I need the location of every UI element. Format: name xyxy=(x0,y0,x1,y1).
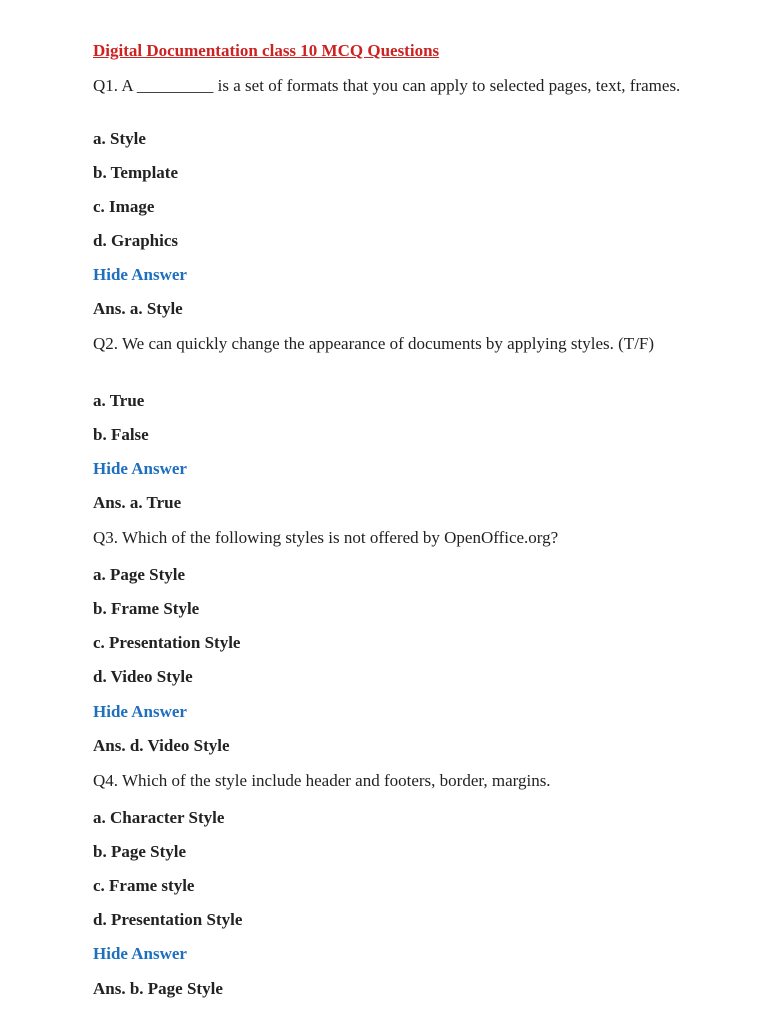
question-3-option-d: d. Video Style xyxy=(93,667,193,686)
question-1-option-b: b. Template xyxy=(93,163,179,182)
question-2-text: Q2. We can quickly change the appearance of documents by applying styles. (T/F) xyxy=(93,334,655,353)
question-2-option-a: a. True xyxy=(93,391,145,410)
question-1-option-a: a. Style xyxy=(93,129,146,148)
question-3-option-b: b. Frame Style xyxy=(93,599,200,618)
question-4-option-a: a. Character Style xyxy=(93,808,225,827)
question-3-option-a: a. Page Style xyxy=(93,565,186,584)
question-2-answer: Ans. a. True xyxy=(93,493,182,512)
question-1-option-d: d. Graphics xyxy=(93,231,179,250)
question-3-option-c: c. Presentation Style xyxy=(93,633,241,652)
question-4-hide-answer-link[interactable]: Hide Answer xyxy=(93,944,187,963)
page-title: Digital Documentation class 10 MCQ Questions xyxy=(93,41,440,60)
question-4-option-b: b. Page Style xyxy=(93,842,187,861)
question-2-option-b: b. False xyxy=(93,425,149,444)
question-4-option-c: c. Frame style xyxy=(93,876,195,895)
question-4-option-d: d. Presentation Style xyxy=(93,910,243,929)
question-1-option-c: c. Image xyxy=(93,197,155,216)
question-4-text: Q4. Which of the style include header and footers, border, margins. xyxy=(93,771,551,790)
question-2-hide-answer-link[interactable]: Hide Answer xyxy=(93,459,187,478)
question-4-answer: Ans. b. Page Style xyxy=(93,979,223,998)
question-1-hide-answer-link[interactable]: Hide Answer xyxy=(93,265,187,284)
question-3-answer: Ans. d. Video Style xyxy=(93,736,230,755)
question-1-answer: Ans. a. Style xyxy=(93,299,183,318)
question-3-hide-answer-link[interactable]: Hide Answer xyxy=(93,702,187,721)
question-3-text: Q3. Which of the following styles is not offered by OpenOffice.org? xyxy=(93,528,559,547)
question-1-text: Q1. A _________ is a set of formats that you can apply to selected pages, text, frames. xyxy=(93,76,681,95)
